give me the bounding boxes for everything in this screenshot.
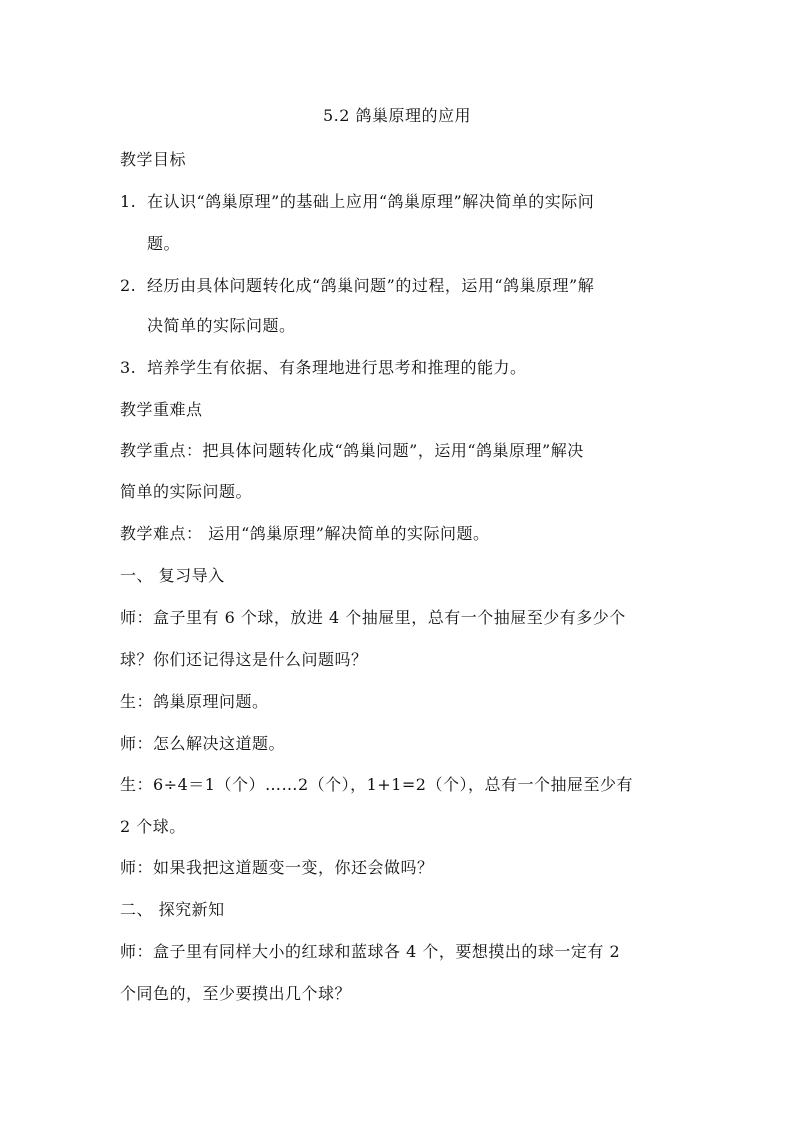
dialog-line: 生：6÷4＝1（个）……2（个），1+1=2（个），总有一个抽屉至少有 [120, 775, 633, 794]
objective-text: 在认识“鸽巢原理”的基础上应用“鸽巢原理”解决简单的实际问 [147, 192, 595, 211]
dialog-line: 个同色的，至少要摸出几个球？ [120, 984, 352, 1003]
section-heading-keypoints: 教学重难点 [120, 400, 203, 419]
section-heading-objectives: 教学目标 [120, 150, 187, 169]
dialog-line: 师：盒子里有 6 个球，放进 4 个抽屉里，总有一个抽屉至少有多少个 [120, 608, 626, 627]
objective-number: 2. [120, 276, 137, 295]
dialog-line: 师：如果我把这道题变一变，你还会做吗？ [120, 858, 434, 877]
dialog-line: 2 个球。 [120, 817, 186, 836]
dialog-line: 球？你们还记得这是什么问题吗？ [120, 650, 368, 669]
objective-1-continuation: 题。 [147, 234, 181, 253]
part-2-heading: 二、 探究新知 [120, 900, 225, 919]
dialog-line: 师：怎么解决这道题。 [120, 734, 286, 753]
keypoint-line-2: 简单的实际问题。 [120, 482, 253, 501]
objective-number: 3. [120, 358, 137, 377]
objective-3 [120, 358, 680, 378]
objective-text: 培养学生有依据、有条理地进行思考和推理的能力。 [147, 358, 527, 377]
dialog-line: 生：鸽巢原理问题。 [120, 692, 269, 711]
objective-2 [120, 276, 680, 296]
objective-1 [120, 192, 680, 212]
document-title: 5.2 鸽巢原理的应用 [322, 106, 472, 125]
objective-number: 1. [120, 192, 137, 211]
dialog-line: 师：盒子里有同样大小的红球和蓝球各 4 个，要想摸出的球一定有 2 [120, 942, 621, 961]
keypoint-line-1: 教学重点：把具体问题转化成“鸽巢问题”，运用“鸽巢原理”解决 [120, 441, 584, 460]
difficulty-line: 教学难点： 运用“鸽巢原理”解决简单的实际问题。 [120, 524, 490, 543]
part-1-heading: 一、 复习导入 [120, 566, 225, 585]
objective-text: 经历由具体问题转化成“鸽巢问题”的过程，运用“鸽巢原理”解 [147, 276, 595, 295]
objective-2-continuation: 决简单的实际问题。 [147, 316, 296, 335]
